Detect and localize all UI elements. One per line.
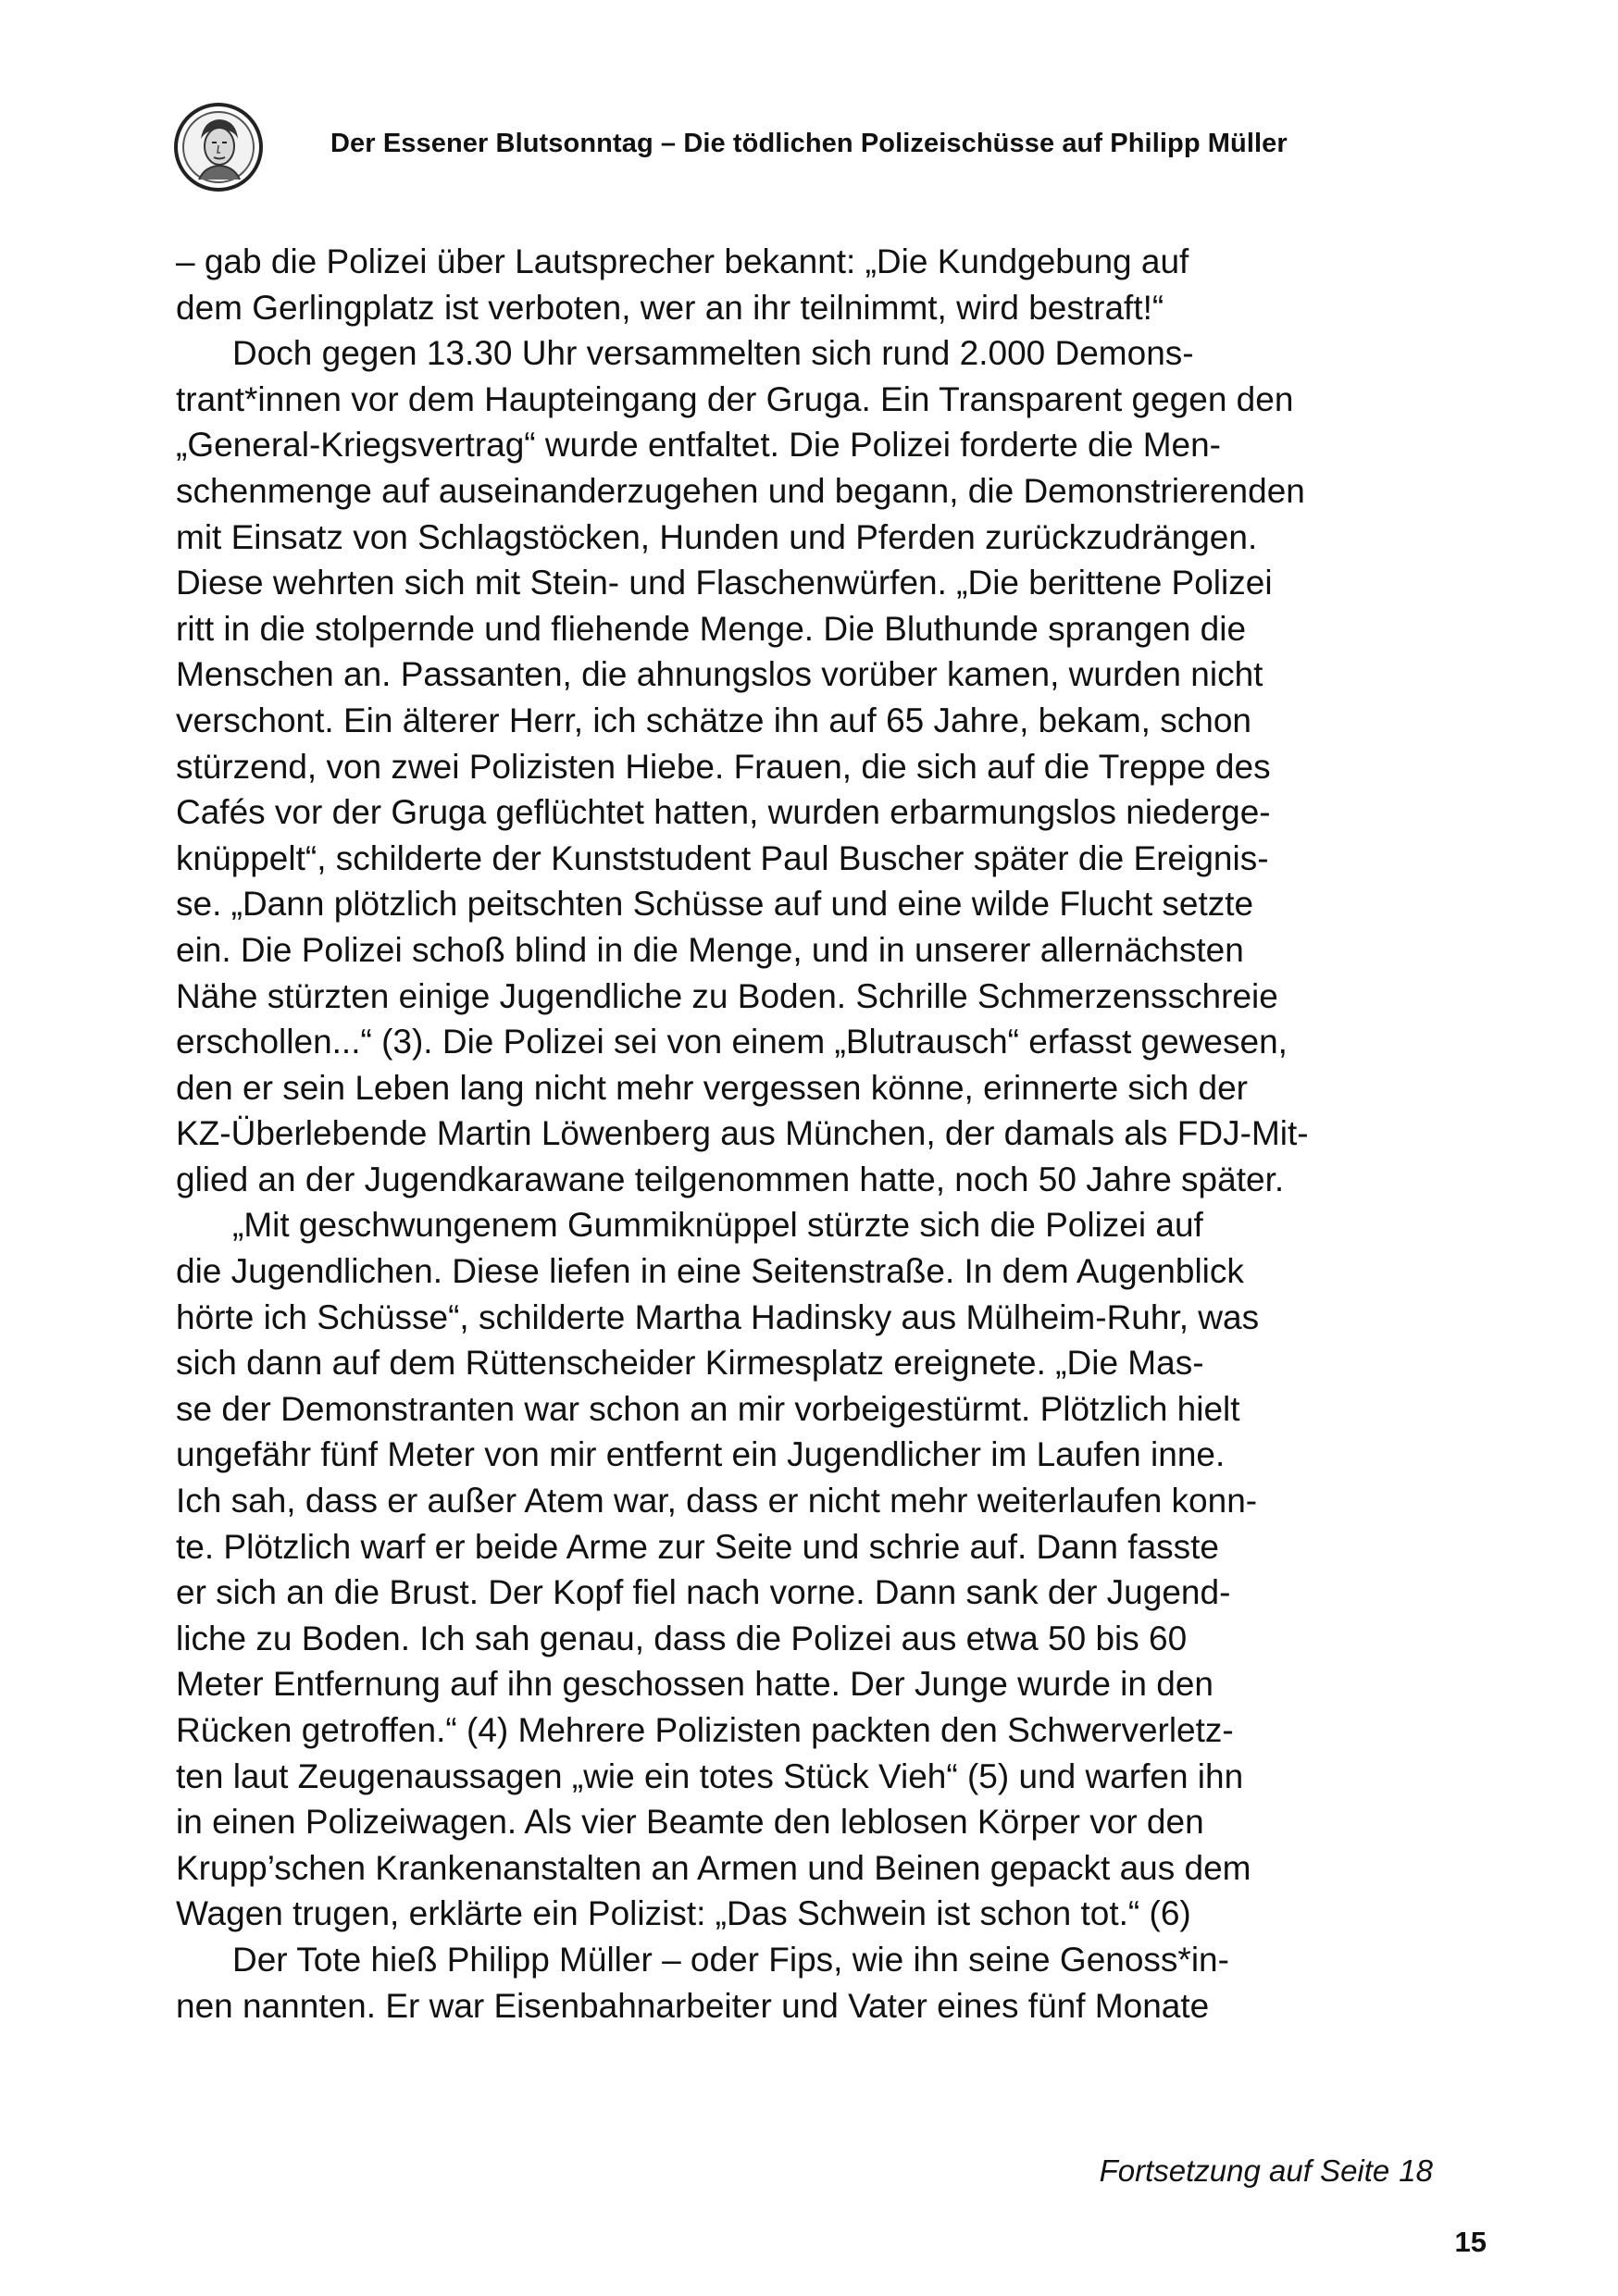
text-line: Diese wehrten sich mit Stein- und Flaschenwürfen. „Die berittene Polizei bbox=[176, 564, 1273, 602]
text-line: ungefähr fünf Meter von mir entfernt ein Jugendlicher im Laufen inne. bbox=[176, 1435, 1226, 1474]
text-line: ein. Die Polizei schoß blind in die Menge, und in unserer allernächsten bbox=[176, 930, 1244, 969]
text-line: in einen Polizeiwagen. Als vier Beamte den leblosen Körper vor den bbox=[176, 1803, 1204, 1842]
continuation-note bbox=[1100, 2153, 1433, 2189]
text-line: Wagen trugen, erklärte ein Polizist: „Das Schwein ist schon tot.“ (6) bbox=[176, 1894, 1191, 1933]
page-header bbox=[173, 97, 1487, 199]
text-line: dem Gerlingplatz ist verboten, wer an ihr teilnimmt, wird bestraft!“ bbox=[176, 288, 1164, 327]
text-line: „General-Kriegsvertrag“ wurde entfaltet. Die Polizei forderte die Men- bbox=[176, 426, 1221, 465]
text-line: Krupp’schen Krankenanstalten an Armen und Beinen gepackt aus dem bbox=[176, 1848, 1251, 1887]
text-line: te. Plötzlich warf er beide Arme zur Seite und schrie auf. Dann fasste bbox=[176, 1527, 1220, 1566]
text-line: sich dann auf dem Rüttenscheider Kirmesplatz ereignete. „Die Mas- bbox=[176, 1344, 1204, 1383]
text-line: se. „Dann plötzlich peitschten Schüsse auf und eine wilde Flucht setzte bbox=[176, 885, 1254, 924]
text-line: Ich sah, dass er außer Atem war, dass er nicht mehr weiterlaufen konn- bbox=[176, 1482, 1258, 1520]
text-line: den er sein Leben lang nicht mehr vergessen könne, erinnerte sich der bbox=[176, 1068, 1248, 1107]
text-line: Rücken getroffen.“ (4) Mehrere Polizisten packten den Schwerverletz- bbox=[176, 1711, 1234, 1749]
text-line: Der Tote hieß Philipp Müller – oder Fips, wie ihn seine Genoss*in- bbox=[232, 1940, 1229, 1979]
text-line: mit Einsatz von Schlagstöcken, Hunden und Pferden zurückzudrängen. bbox=[176, 517, 1258, 556]
text-line: Meter Entfernung auf ihn geschossen hatte. Der Junge wurde in den bbox=[176, 1665, 1214, 1704]
text-line: schenmenge auf auseinanderzugehen und begann, die Demonstrierenden bbox=[176, 471, 1305, 510]
text-line: erschollen...“ (3). Die Polizei sei von einem „Blutrausch“ erfasst gewesen, bbox=[176, 1023, 1288, 1061]
page-number: 15 bbox=[1454, 2226, 1487, 2258]
text-line: ten laut Zeugenaussagen „wie ein totes Stück Vieh“ (5) und warfen ihn bbox=[176, 1756, 1244, 1795]
text-line: ritt in die stolpernde und fliehende Menge. Die Bluthunde sprangen die bbox=[176, 609, 1247, 648]
text-line: er sich an die Brust. Der Kopf fiel nach vorne. Dann sank der Jugend- bbox=[176, 1573, 1231, 1612]
text-line: Cafés vor der Gruga geflüchtet hatten, wurden erbarmungslos niederge- bbox=[176, 793, 1271, 832]
text-line: hörte ich Schüsse“, schilderte Martha Hadinsky aus Mülheim-Ruhr, was bbox=[176, 1297, 1260, 1336]
text-line: glied an der Jugendkarawane teilgenommen hatte, noch 50 Jahre später. bbox=[176, 1160, 1285, 1198]
text-line: nen nannten. Er war Eisenbahnarbeiter und Vater eines fünf Monate bbox=[176, 1986, 1210, 2025]
text-line: Menschen an. Passanten, die ahnungslos vorüber kamen, wurden nicht bbox=[176, 655, 1263, 694]
continuation-label: Fortsetzung auf Seite bbox=[1099, 2153, 1390, 2188]
text-line: KZ-Überlebende Martin Löwenberg aus München, der damals als FDJ-Mit- bbox=[176, 1114, 1309, 1153]
text-line: verschont. Ein älterer Herr, ich schätze ihn auf 65 Jahre, bekam, schon bbox=[176, 701, 1251, 739]
text-line: stürzend, von zwei Polizisten Hiebe. Frauen, die sich auf die Treppe des bbox=[176, 747, 1271, 786]
article-body bbox=[176, 239, 1425, 2029]
text-line: knüppelt“, schilderte der Kunststudent Paul Buscher später die Ereignis- bbox=[176, 838, 1269, 877]
continuation-page: 18 bbox=[1399, 2153, 1433, 2188]
text-line: Doch gegen 13.30 Uhr versammelten sich rund 2.000 Demons- bbox=[232, 334, 1194, 373]
text-line: „Mit geschwungenem Gummiknüppel stürzte sich die Polizei auf bbox=[232, 1206, 1203, 1245]
text-line: liche zu Boden. Ich sah genau, dass die Polizei aus etwa 50 bis 60 bbox=[176, 1619, 1188, 1657]
text-line: die Jugendlichen. Diese liefen in eine Seitenstraße. In dem Augenblick bbox=[176, 1252, 1244, 1291]
portrait-medallion-icon bbox=[173, 102, 264, 192]
text-line: trant*innen vor dem Haupteingang der Gruga. Ein Transparent gegen den bbox=[176, 379, 1294, 418]
running-head: Der Essener Blutsonntag – Die tödlichen Polizeischüsse auf Philipp Müller bbox=[330, 129, 1288, 158]
text-line: – gab die Polizei über Lautsprecher bekannt: „Die Kundgebung auf bbox=[176, 242, 1189, 280]
text-line: Nähe stürzten einige Jugendliche zu Boden. Schrille Schmerzensschreie bbox=[176, 976, 1278, 1015]
text-line: se der Demonstranten war schon an mir vorbeigestürmt. Plötzlich hielt bbox=[176, 1389, 1240, 1428]
